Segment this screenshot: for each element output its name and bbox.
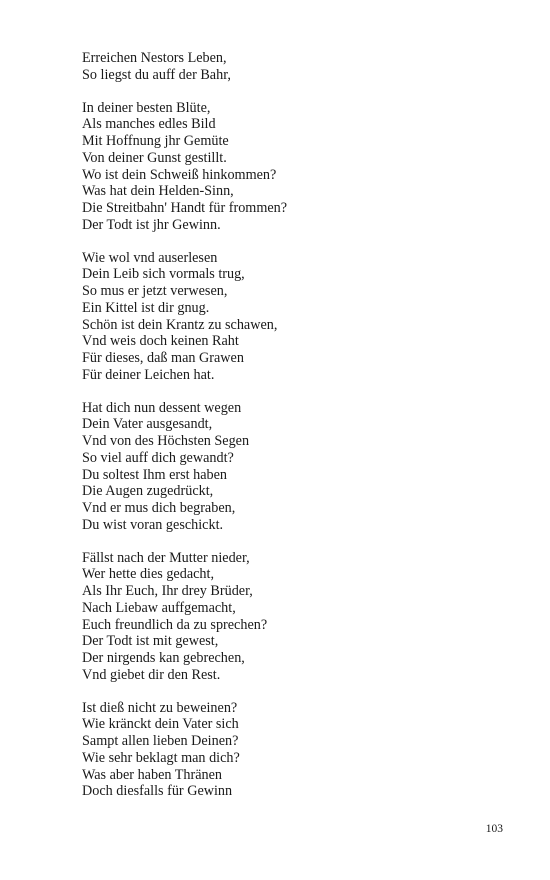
poem-line: Vnd weis doch keinen Raht [82, 333, 239, 350]
stanza [82, 50, 502, 84]
poem-line: Wer hette dies gedacht, [82, 566, 215, 583]
poem-line: Hat dich nun dessent wegen [82, 399, 242, 416]
poem-line: Als Ihr Euch, Ihr drey Brüder, [82, 583, 253, 599]
poem-line: Wie kränckt dein Vater sich [82, 716, 239, 733]
stanza [82, 700, 502, 801]
poem-line: Der Todt ist mit gewest, [82, 633, 219, 650]
poem-line: In deiner besten Blüte, [82, 99, 211, 116]
stanza [82, 100, 502, 234]
poem-line: So viel auff dich gewandt? [82, 449, 234, 466]
poem-line: Dein Vater ausgesandt, [82, 416, 213, 433]
poem-line: Ist dieß nicht zu beweinen? [82, 699, 238, 716]
poem-line: Der Todt ist jhr Gewinn. [82, 216, 221, 233]
poem-line: Was aber haben Thränen [82, 766, 223, 783]
page-number: 103 [485, 823, 503, 835]
poem-line: Der nirgends kan gebrechen, [82, 650, 245, 666]
poem-line: Die Augen zugedrückt, [82, 483, 214, 500]
poem-line: Ein Kittel ist dir gnug. [82, 299, 210, 316]
poem-line: Für dieses, daß man Grawen [82, 350, 244, 366]
poem-line: Von deiner Gunst gestillt. [82, 149, 227, 166]
poem-line: Wie wol vnd auserlesen [82, 249, 218, 266]
poem-line: Vnd giebet dir den Rest. [82, 666, 221, 683]
poem-line: Nach Liebaw auffgemacht, [82, 599, 236, 616]
poem-line: Erreichen Nestors Leben, [82, 50, 227, 66]
poem-line: Vnd von des Höchsten Segen [82, 433, 250, 449]
poem-line: Doch diesfalls für Gewinn [82, 783, 233, 800]
poem-line: Für deiner Leichen hat. [82, 366, 215, 383]
poem-line: Sampt allen lieben Deinen? [82, 733, 239, 749]
poem-line: Als manches edles Bild [82, 116, 216, 133]
stanza [82, 400, 502, 534]
stanza [82, 550, 502, 684]
poem-line: Wie sehr beklagt man dich? [82, 749, 240, 766]
poem-line: Du wist voran geschickt. [82, 516, 224, 533]
poem-line: Du soltest Ihm erst haben [82, 466, 227, 483]
poem-line: So mus er jetzt verwesen, [82, 283, 228, 299]
poem-line: Was hat dein Helden-Sinn, [82, 183, 234, 200]
poem-body [82, 50, 502, 816]
poem-line: Die Streitbahn' Handt für frommen? [82, 200, 288, 216]
poem-line: So liegst du auff der Bahr, [82, 66, 231, 83]
poem-line: Wo ist dein Schweiß hinkommen? [82, 166, 277, 183]
poem-line: Mit Hoffnung jhr Gemüte [82, 133, 229, 149]
poem-line: Vnd er mus dich begraben, [82, 500, 236, 516]
poem-line: Schön ist dein Krantz zu schawen, [82, 316, 278, 333]
stanza [82, 250, 502, 384]
poem-line: Fällst nach der Mutter nieder, [82, 549, 250, 566]
poem-line: Dein Leib sich vormals trug, [82, 266, 245, 283]
poem-line: Euch freundlich da zu sprechen? [82, 616, 268, 633]
